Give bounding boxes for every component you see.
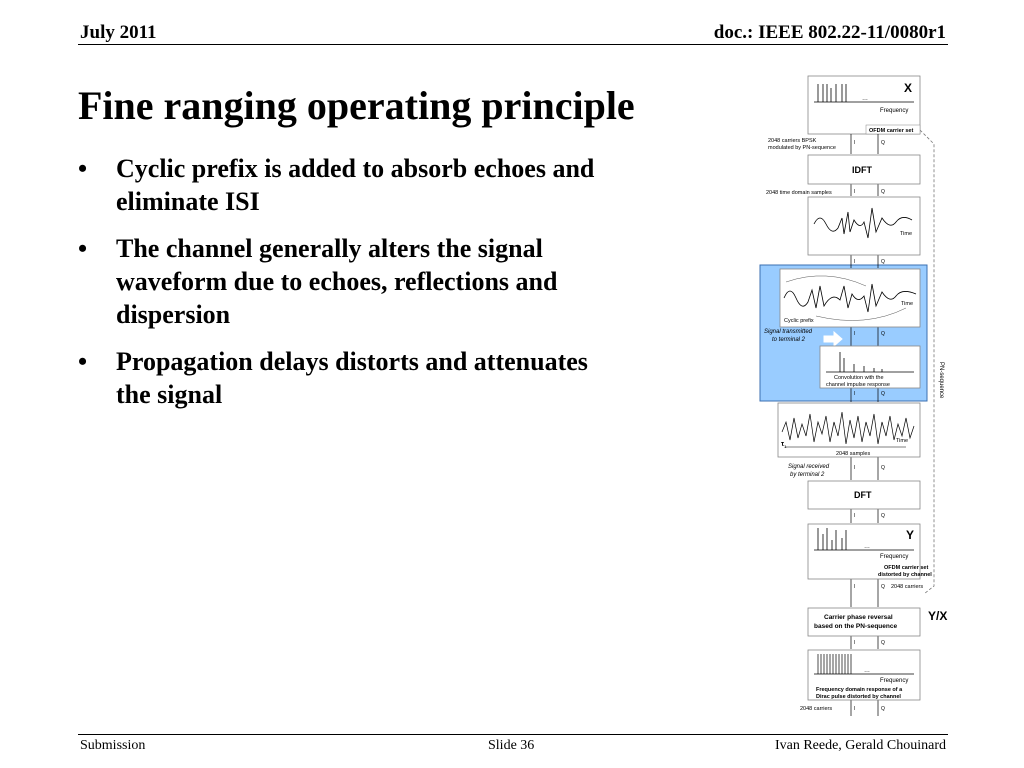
iq-labels-1: [854, 140, 885, 146]
svg-text:Q: Q: [881, 140, 885, 146]
yx-label: Y/X: [928, 609, 948, 623]
iq-labels-10: [854, 706, 885, 712]
time-label: Time: [901, 301, 914, 307]
iq-labels-9: [854, 640, 885, 646]
dft-label: DFT: [854, 490, 872, 500]
bullet-dot: •: [78, 234, 88, 263]
footer-submission: Submission: [80, 738, 146, 753]
tau-symbol: $\tau_1$: [781, 441, 787, 449]
freq-response-line2: Dirac pulse distorted by channel: [816, 694, 901, 700]
header-date: July 2011: [80, 22, 157, 43]
bullet-item: [78, 345, 598, 411]
signal-transmitted-line1: Signal transmitted: [764, 329, 813, 335]
time-samples-label: 2048 time domain samples: [766, 190, 832, 196]
bullet-item: [78, 152, 598, 218]
phase-reversal-line1: Carrier phase reversal: [824, 614, 893, 621]
carriers-bpsk-line2: modulated by PN-sequence: [768, 145, 836, 151]
svg-text:I: I: [854, 140, 856, 146]
svg-text:I: I: [854, 584, 856, 590]
svg-text:I: I: [854, 391, 856, 397]
ranging-block-diagram: [756, 72, 956, 722]
svg-text:Q: Q: [881, 513, 885, 519]
svg-text:Q: Q: [881, 706, 885, 712]
svg-text:Q: Q: [881, 259, 885, 265]
header-divider: [78, 44, 948, 45]
idft-label: IDFT: [852, 165, 872, 175]
bullet-list: [78, 152, 598, 425]
carriers-2048-label: 2048 carriers: [891, 584, 924, 590]
svg-text:I: I: [854, 331, 856, 337]
signal-received-line1: Signal received: [788, 464, 830, 470]
slide-title: Fine ranging operating principle: [78, 83, 635, 128]
iq-labels-8: [854, 584, 885, 590]
bullet-item: [78, 232, 598, 331]
phase-reversal-box: [808, 608, 920, 636]
footer-slide-number: Slide 36: [488, 738, 535, 753]
ellipsis: …: [864, 544, 870, 550]
frequency-label: Frequency: [880, 678, 909, 684]
time-waveform-box: [808, 197, 920, 255]
ofdm-set-label: OFDM carrier set: [869, 128, 914, 134]
svg-text:Q: Q: [881, 640, 885, 646]
ofdm-distorted-line1: OFDM carrier set: [884, 565, 929, 571]
svg-text:I: I: [854, 640, 856, 646]
freq-response-line1: Frequency domain response of a: [816, 687, 903, 693]
svg-text:I: I: [854, 706, 856, 712]
bullet-text: Propagation delays distorts and attenuates the signal: [116, 347, 588, 409]
x-label: X: [904, 81, 913, 95]
ofdm-distorted-line2: distorted by channel: [878, 572, 932, 578]
svg-text:I: I: [854, 465, 856, 471]
svg-text:Q: Q: [881, 391, 885, 397]
samples-2048-label: 2048 samples: [836, 451, 871, 457]
svg-text:I: I: [854, 259, 856, 265]
frequency-label: Frequency: [880, 554, 909, 560]
convolution-line1: Convolution with the: [834, 375, 884, 381]
phase-reversal-line2: based on the PN-sequence: [814, 623, 898, 630]
iq-labels-2: [854, 189, 885, 195]
convolution-line2: channel impulse response: [826, 382, 890, 388]
time-label: Time: [896, 438, 909, 444]
received-waveform-box: [778, 403, 920, 457]
pn-sequence-label: PN-sequence: [938, 362, 944, 399]
slide-header: [0, 0, 1024, 48]
bullet-dot: •: [78, 154, 88, 183]
signal-received-line2: by terminal 2: [790, 472, 825, 478]
ellipsis: …: [862, 96, 868, 102]
ellipsis: …: [864, 668, 870, 674]
cyclic-prefix-label: Cyclic prefix: [784, 318, 814, 324]
svg-text:Q: Q: [881, 584, 885, 590]
svg-text:Q: Q: [881, 189, 885, 195]
time-label: Time: [900, 231, 913, 237]
carriers-bpsk-line1: 2048 carriers BPSK: [768, 138, 817, 144]
iq-labels-3: [854, 259, 885, 265]
svg-text:I: I: [854, 513, 856, 519]
y-label: Y: [906, 528, 915, 542]
footer-authors: Ivan Reede, Gerald Chouinard: [774, 738, 946, 753]
iq-labels-7: [854, 513, 885, 519]
iq-labels-6: [854, 465, 885, 471]
bullet-text: Cyclic prefix is added to absorb echoes and eliminate ISI: [116, 154, 595, 216]
signal-transmitted-line2: to terminal 2: [772, 337, 806, 343]
carriers-2048-label-bottom: 2048 carriers: [800, 706, 833, 712]
footer-divider: [78, 734, 948, 735]
svg-text:Q: Q: [881, 465, 885, 471]
header-doc-id: doc.: IEEE 802.22-11/0080r1: [713, 22, 946, 43]
bullet-text: The channel generally alters the signal waveform due to echoes, reflections and dispersion: [116, 234, 558, 329]
frequency-label: Frequency: [880, 108, 909, 114]
bullet-dot: •: [78, 347, 88, 376]
svg-text:I: I: [854, 189, 856, 195]
svg-text:Q: Q: [881, 331, 885, 337]
